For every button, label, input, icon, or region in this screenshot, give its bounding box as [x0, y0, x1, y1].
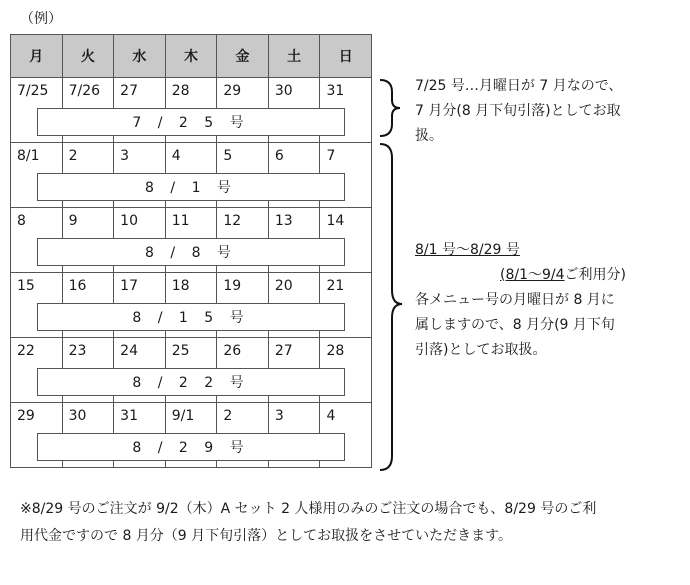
day-cell: 7/26	[63, 78, 115, 142]
issue-label: 8 / 1 5 号	[37, 303, 345, 331]
period-range: (8/1～9/4	[500, 267, 565, 283]
day-cell: 4	[166, 143, 218, 207]
note-august	[415, 238, 626, 363]
day-cell: 6	[269, 143, 321, 207]
footnote-line: ※8/29 号のご注文が 9/2（木）A セット 2 人様用のみのご注文の場合でも、8/29 号のご利	[20, 501, 597, 517]
day-cell: 17	[114, 273, 166, 337]
day-cell: 4	[326, 408, 336, 424]
day-cell: 26	[217, 338, 269, 402]
issue-label: 8 / 2 9 号	[37, 433, 345, 461]
example-label: （例）	[20, 11, 62, 27]
issue-label: 8 / 1 号	[37, 173, 345, 201]
day-cell: 27	[269, 338, 321, 402]
footnote-line: 用代金ですので 8 月分（9 月下旬引落）としてお取扱をさせていただきます。	[20, 528, 513, 544]
day-cell: 8/1	[11, 143, 63, 207]
note-july-line: 7/25 号…月曜日が 7 月なので、	[415, 78, 623, 94]
day-cell: 29	[217, 78, 269, 142]
period-tail: ご利用分)	[564, 267, 626, 283]
footnote	[20, 496, 680, 550]
day-cell: 30	[63, 403, 115, 467]
day-cell: 28	[326, 343, 345, 359]
day-cell: 12	[217, 208, 269, 272]
note-august-line: 引落)としてお取扱。	[415, 342, 547, 358]
day-cell: 28	[166, 78, 218, 142]
brace-small	[380, 80, 400, 136]
day-cell: 21	[326, 278, 345, 294]
note-july-line: 7 月分(8 月下旬引落)としてお取	[415, 103, 621, 119]
day-cell: 14	[326, 213, 345, 229]
day-cell: 19	[217, 273, 269, 337]
day-cell: 13	[269, 208, 321, 272]
day-cell: 9/1	[166, 403, 218, 467]
weekday-thu: 木	[165, 35, 217, 78]
weekday-wed: 水	[114, 35, 166, 78]
weekday-sun: 日	[320, 35, 372, 78]
issue-label: 8 / 8 号	[37, 238, 345, 266]
brace-large	[380, 144, 402, 470]
day-cell: 2	[63, 143, 115, 207]
day-cell: 2	[217, 403, 269, 467]
note-july	[415, 74, 622, 149]
weekday-mon: 月	[11, 35, 63, 78]
day-cell: 24	[114, 338, 166, 402]
day-cell: 18	[166, 273, 218, 337]
day-cell: 16	[63, 273, 115, 337]
day-cell: 9	[63, 208, 115, 272]
day-cell: 25	[166, 338, 218, 402]
weekday-fri: 金	[217, 35, 269, 78]
note-august-line: 属しますので、8 月分(9 月下旬	[415, 317, 615, 333]
day-cell: 30	[269, 78, 321, 142]
day-cell: 23	[63, 338, 115, 402]
day-cell: 7/25	[11, 78, 63, 142]
day-cell: 3	[114, 143, 166, 207]
day-cell: 20	[269, 273, 321, 337]
day-cell: 7	[326, 148, 336, 164]
note-august-title: 8/1 号～8/29 号	[415, 242, 520, 258]
issue-label: 8 / 2 2 号	[37, 368, 345, 396]
day-cell: 8	[11, 208, 63, 272]
day-cell: 11	[166, 208, 218, 272]
day-cell: 3	[269, 403, 321, 467]
day-cell: 31	[114, 403, 166, 467]
day-cell: 27	[114, 78, 166, 142]
issue-label: 7 / 2 5 号	[37, 108, 345, 136]
day-cell: 15	[11, 273, 63, 337]
day-cell: 10	[114, 208, 166, 272]
day-cell: 29	[11, 403, 63, 467]
day-cell: 5	[217, 143, 269, 207]
weekday-sat: 土	[268, 35, 320, 78]
day-cell: 31	[326, 83, 345, 99]
note-august-period	[415, 263, 626, 288]
note-august-line: 各メニュー号の月曜日が 8 月に	[415, 292, 615, 308]
note-july-line: 扱。	[415, 128, 443, 144]
weekday-tue: 火	[62, 35, 114, 78]
day-cell: 22	[11, 338, 63, 402]
